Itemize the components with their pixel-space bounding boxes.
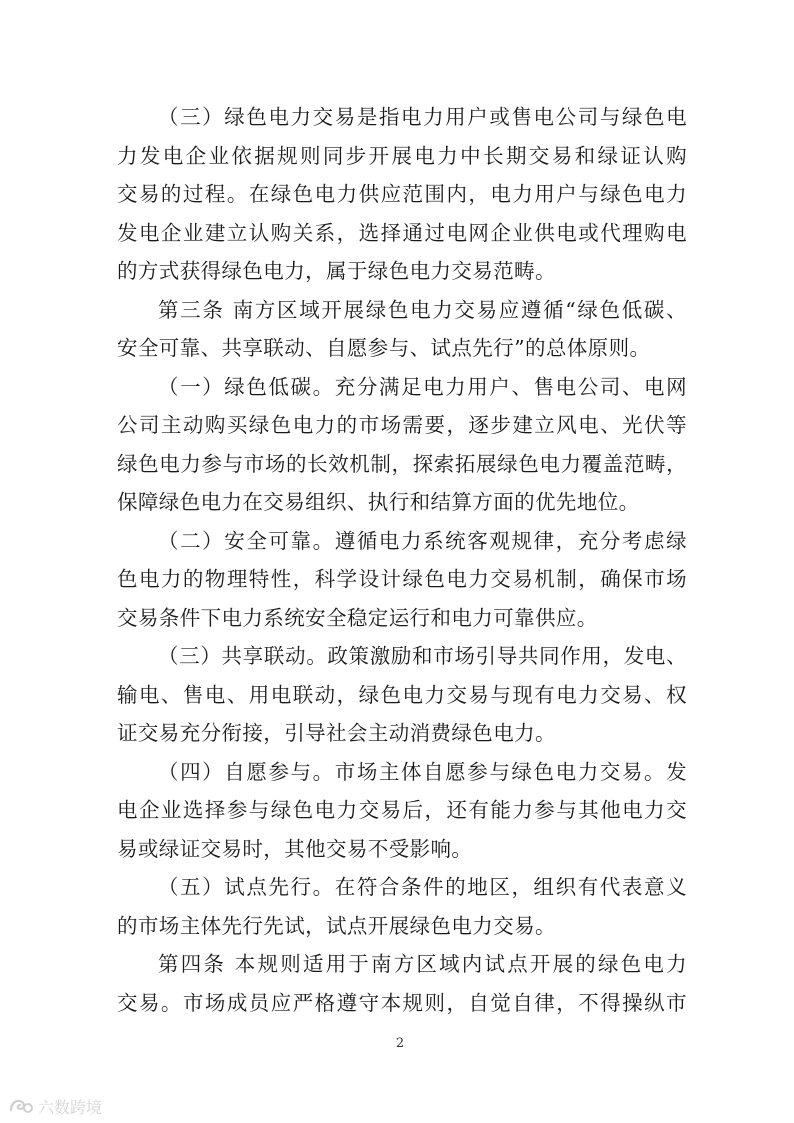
text-line: 交易条件下电力系统安全稳定运行和电力可靠供应。 xyxy=(117,605,598,630)
text-line: 公司主动购买绿色电力的市场需要，逐步建立风电、光伏等 xyxy=(117,413,687,437)
text-line: 交易的过程。在绿色电力供应范围内，电力用户与绿色电力 xyxy=(117,182,687,206)
text-line: 绿色电力参与市场的长效机制，探索拓展绿色电力覆盖范畴， xyxy=(117,451,687,476)
text-line: 发电企业建立认购关系，选择通过电网企业供电或代理购电 xyxy=(117,220,687,245)
watermark-logo-icon xyxy=(8,1096,34,1116)
text-line: （一）绿色低碳。充分满足电力用户、售电公司、电网 xyxy=(158,374,687,399)
text-line: 第三条 南方区域开展绿色电力交易应遵循“绿色低碳、 xyxy=(158,297,687,322)
page-number: 2 xyxy=(395,1036,405,1051)
text-line: 电企业选择参与绿色电力交易后，还有能力参与其他电力交 xyxy=(117,798,687,822)
watermark-text: 六数跨境 xyxy=(38,1097,103,1117)
text-line: 的方式获得绿色电力，属于绿色电力交易范畴。 xyxy=(117,259,556,283)
text-line: 易或绿证交易时，其他交易不受影响。 xyxy=(117,836,473,861)
watermark xyxy=(8,1094,102,1118)
text-line: （四）自愿参与。市场主体自愿参与绿色电力交易。发 xyxy=(158,759,687,784)
text-line: （五）试点先行。在符合条件的地区，组织有代表意义 xyxy=(158,875,687,899)
document-body xyxy=(117,98,687,1022)
text-line: 力发电企业依据规则同步开展电力中长期交易和绿证认购 xyxy=(117,143,687,168)
text-line: 输电、售电、用电联动，绿色电力交易与现有电力交易、权 xyxy=(117,682,687,707)
text-line: 证交易充分衔接，引导社会主动消费绿色电力。 xyxy=(117,721,556,745)
text-line: 交易。市场成员应严格遵守本规则，自觉自律，不得操纵市 xyxy=(117,990,687,1015)
text-line: 保障绿色电力在交易组织、执行和结算方面的优先地位。 xyxy=(117,490,640,514)
text-line: （三）共享联动。政策激励和市场引导共同作用，发电、 xyxy=(158,644,687,668)
text-line: 色电力的物理特性，科学设计绿色电力交易机制，确保市场 xyxy=(117,567,687,591)
text-line: 第四条 本规则适用于南方区域内试点开展的绿色电力 xyxy=(158,952,687,976)
text-line: （三）绿色电力交易是指电力用户或售电公司与绿色电 xyxy=(158,105,687,129)
text-line: （二）安全可靠。遵循电力系统客观规律，充分考虑绿 xyxy=(158,528,687,553)
text-line: 安全可靠、共享联动、自愿参与、试点先行”的总体原则。 xyxy=(117,336,651,360)
text-line: 的市场主体先行先试，试点开展绿色电力交易。 xyxy=(117,913,556,938)
